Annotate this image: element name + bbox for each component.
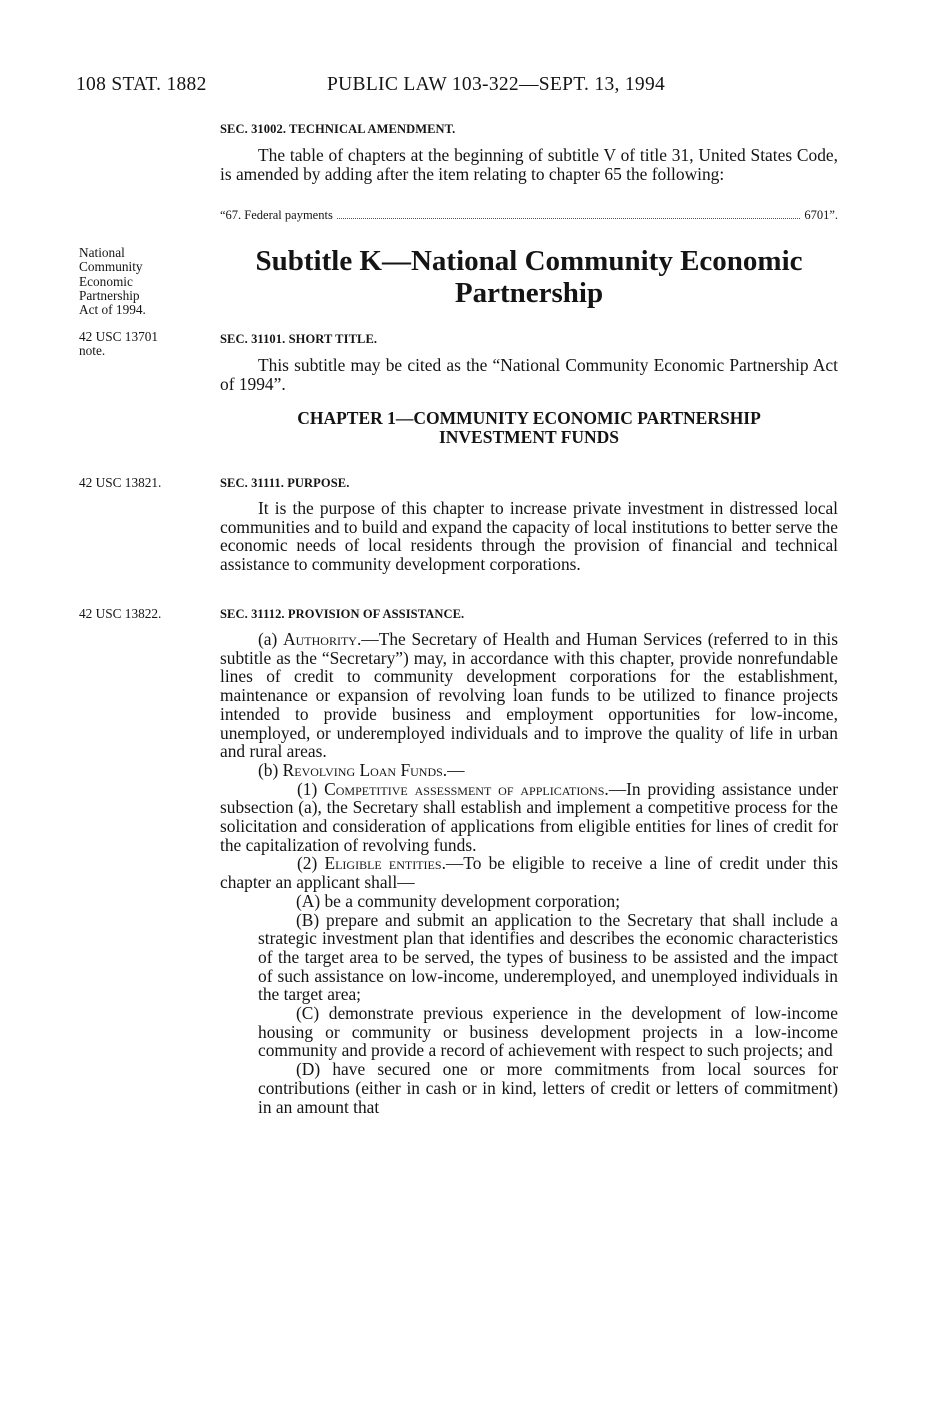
toc-item-page: 6701”. — [804, 208, 838, 222]
sec-31101-text: This subtitle may be cited as the “National Community Economic Partnership Act of 1994”. — [220, 355, 838, 394]
subparagraph-b: (B) prepare and submit an application to the Secretary that shall include a strategic investment plan that identifies and describes the economic characteristics of the target area to be served, the types of business to be assisted and the impact of such assistance on low-income, underemployed, and unemployed individuals in the target area; — [258, 909, 838, 1005]
subsection-b: (b) Revolving Loan Funds.— — [258, 759, 465, 780]
sec-31111-heading: SEC. 31111. PURPOSE. — [220, 476, 350, 490]
table-of-chapters-entry — [220, 208, 838, 223]
margin-line: National — [79, 245, 125, 260]
margin-line: Act of 1994. — [79, 302, 146, 318]
subparagraph-a: (A) be a community development corporation; — [296, 890, 621, 911]
margin-line: note. — [79, 343, 106, 359]
margin-line: 42 USC 13701 — [79, 329, 159, 344]
margin-note-usc-13821: 42 USC 13821. — [79, 475, 162, 490]
margin-note-usc-13822: 42 USC 13822. — [79, 606, 162, 621]
paragraph-b1: (1) Competitive assessment of applications.—In providing assistance under subsection (a), the Secretary shall establish and implement a competitive process for the solicitation and consideration of applications from eligible entities for lines of credit for the capitalization of revolving funds. — [220, 778, 839, 855]
toc-item-label: “67. Federal payments — [220, 208, 333, 222]
subparagraph-c: (C) demonstrate previous experience in the development of low-income housing or community or business development projects in a low-income community and provide a record of achievement with respect to such projects; and — [258, 1003, 838, 1061]
paragraph-b2-caption: Eligible entities — [324, 853, 442, 874]
margin-note-act-name — [79, 246, 146, 317]
margin-line: Economic — [79, 273, 133, 289]
sec-31111-text: It is the purpose of this chapter to increase private investment in distressed local communities and to build and expand the capacity of local institutions to better serve the economic needs of local residents through the provision of financial and technical assistance to community development corporations. — [220, 498, 838, 575]
paragraph-b2: (2) Eligible entities.—To be eligible to receive a line of credit under this chapter an applicant shall— — [220, 853, 838, 893]
margin-note-usc-13701 — [79, 330, 158, 359]
subsection-a: (a) Authority.—The Secretary of Health and Human Services (referred to in this subtitle as the “Secretary”) may, in accordance with this chapter, provide nonrefundable lines of credit to community development corporations for the establishment, maintenance or expansion of revolving loan funds to be utilized to finance projects intended to provide business and employment opportunities for low-income, unemployed, or underemployed individuals and to improve the quality of life in urban and rural areas. — [220, 629, 838, 762]
subsection-b-caption: Revolving Loan Funds — [282, 759, 443, 780]
sec-31112-body — [220, 630, 838, 1116]
sec-31002-heading: SEC. 31002. TECHNICAL AMENDMENT. — [220, 122, 456, 136]
subtitle-k-title — [215, 245, 843, 309]
paragraph-b1-caption: Competitive assessment of applications — [324, 778, 605, 799]
margin-line: Partnership — [79, 287, 140, 303]
page-stat-reference: 108 STAT. 1882 — [76, 74, 207, 95]
sec-31002-text: The table of chapters at the beginning of subtitle V of title 31, United States Code, is amended by adding after the item relating to chapter 65 the following: — [220, 145, 838, 184]
subparagraph-d: (D) have secured one or more commitments from local sources for contributions (either in cash or in kind, letters of credit or letters of commitment) in an amount that — [258, 1059, 838, 1117]
subtitle-title-line: Partnership — [454, 277, 604, 309]
margin-line: Community — [79, 259, 143, 275]
chapter-1-heading — [220, 409, 838, 447]
chapter-heading-line: INVESTMENT FUNDS — [438, 427, 620, 447]
sec-31112-heading: SEC. 31112. PROVISION OF ASSISTANCE. — [220, 607, 465, 621]
subsection-a-caption: Authority — [283, 629, 357, 649]
toc-leader-dots — [337, 218, 801, 219]
subtitle-title-line: Subtitle K—National Community Economic — [255, 245, 803, 277]
chapter-heading-line: CHAPTER 1—COMMUNITY ECONOMIC PARTNERSHIP — [297, 408, 761, 428]
sec-31101-heading: SEC. 31101. SHORT TITLE. — [220, 332, 378, 346]
public-law-reference: PUBLIC LAW 103-322—SEPT. 13, 1994 — [327, 74, 666, 95]
